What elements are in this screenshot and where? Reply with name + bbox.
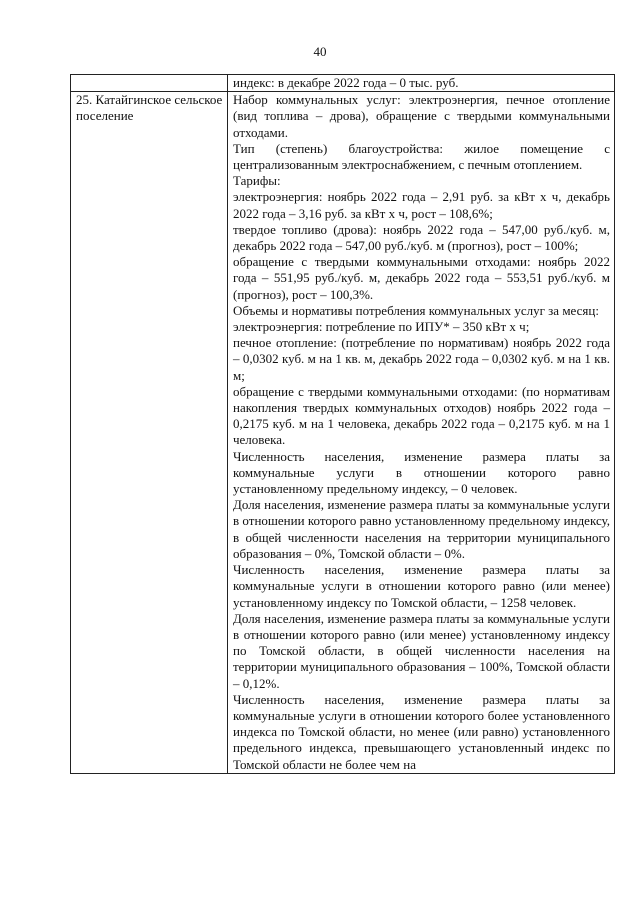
paragraph: Набор коммунальных услуг: электроэнергия, печное отопление (вид топлива – дрова), обращение с твердыми коммунальными отходами.: [233, 92, 610, 140]
page-number: 40: [313, 44, 327, 59]
paragraph: электроэнергия: ноябрь 2022 года – 2,91 руб. за кВт х ч, декабрь 2022 года – 3,16 руб. за кВт х ч, рост – 108,6%;: [233, 189, 610, 221]
paragraph: Численность населения, изменение размера платы за коммунальные услуги в отношении которого более установленного индекса по Томской области, но менее (или равно) установленного предельного индекса, превышающего установленный индекс по Томской области не более чем на: [233, 691, 610, 772]
paragraph: Доля населения, изменение размера платы за коммунальные услуги в отношении которого равно (или менее) установленному индексу по Томской области, в общей численности населения на территории муниципального образования – 100%, Томской области – 0,12%.: [233, 610, 610, 691]
paragraph: обращение с твердыми коммунальными отходами: (по нормативам накопления твердых коммунальных отходов) ноябрь 2022 года – 0,2175 куб. м на 1 человека, декабрь 2022 года – 0,2175 куб. м на 1 человека.: [233, 383, 610, 448]
paragraph: Численность населения, изменение размера платы за коммунальные услуги в отношении которого равно (или менее) установленному индексу по Томской области, – 1258 человек.: [233, 562, 610, 610]
paragraph: Доля населения, изменение размера платы за коммунальные услуги в отношении которого равно установленному предельному индексу, в общей численности населения на территории муниципального образования – 0%, Томской области – 0%.: [233, 497, 610, 561]
table-row: [71, 75, 615, 92]
table-cell-right: [228, 75, 615, 92]
paragraph: электроэнергия: потребление по ИПУ* – 350 кВт х ч;: [233, 319, 530, 335]
paragraph: твердое топливо (дрова): ноябрь 2022 года – 547,00 руб./куб. м, декабрь 2022 года – 547,00 руб./куб. м (прогноз), рост – 100%;: [233, 221, 610, 254]
paragraph: Тарифы:: [233, 173, 281, 189]
paragraph: Тип (степень) благоустройства: жилое помещение с централизованным электроснабжением, с печным отоплением.: [233, 140, 610, 173]
tariff-table: [70, 74, 615, 774]
cell-text: индекс: в декабре 2022 года – 0 тыс. руб.: [233, 75, 459, 90]
settlement-details-cell: [228, 92, 615, 774]
paragraph: Численность населения, изменение размера платы за коммунальные услуги в отношении которого равно установленному предельному индексу, – 0 человек.: [233, 448, 610, 497]
paragraph: Объемы и нормативы потребления коммунальных услуг за месяц:: [233, 302, 599, 318]
settlement-name-cell: [71, 92, 228, 774]
paragraph: обращение с твердыми коммунальными отходами: ноябрь 2022 года – 551,95 руб./куб. м, декабрь 2022 года – 553,51 руб./куб. м (прогноз), рост – 100,3%.: [233, 254, 610, 302]
table-row: [71, 92, 615, 774]
settlement-name: 25. Катайгинское сельское поселение: [76, 92, 223, 124]
paragraph: печное отопление: (потребление по нормативам) ноябрь 2022 года – 0,0302 куб. м на 1 кв. м, декабрь 2022 года – 0,0302 куб. м на 1 кв. м;: [233, 335, 610, 383]
table-cell-left: [71, 75, 228, 92]
